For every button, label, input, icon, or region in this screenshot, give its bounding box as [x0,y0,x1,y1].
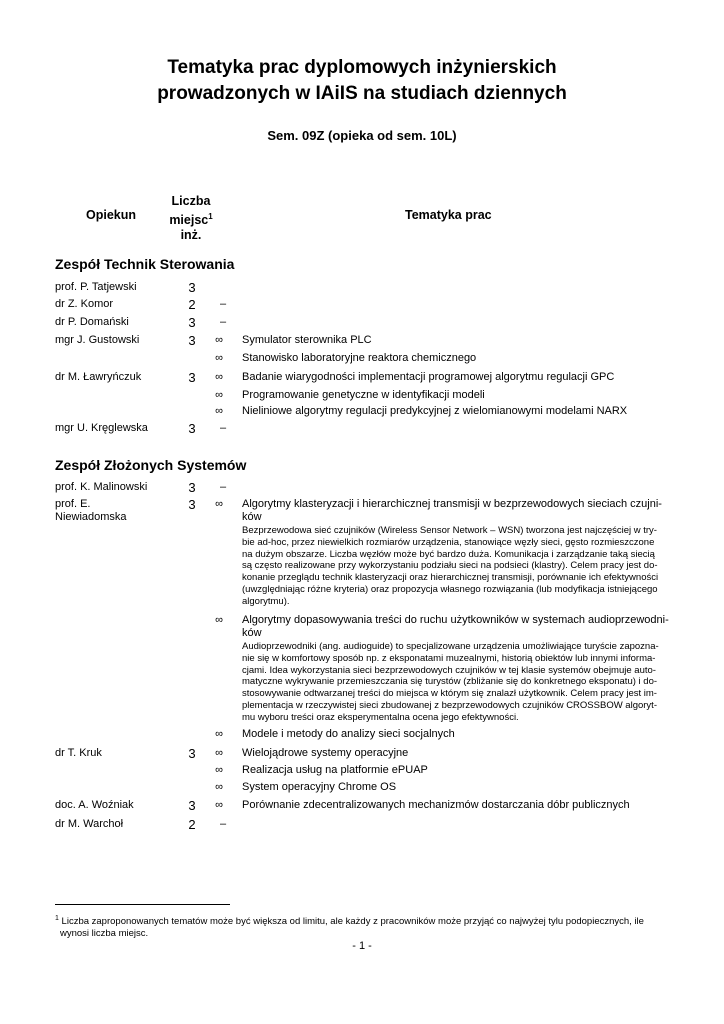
header-tematyka: Tematyka prac [405,208,492,222]
footnote-line1: Liczba zaproponowanych tematów może być większa od limitu, ale każdy z pracowników może przyjąć co najwyżej tylu podopiecznych, ile [61,916,644,928]
desc-line: algorytmu). [242,595,290,607]
topic-text [242,498,680,524]
footnote-divider [55,904,230,905]
page-title-line2: prowadzonych w IAiIS na studiach dziennych [157,83,567,104]
desc-line: plementacja w rzeczywistej sieci zbudowanej z bezprzewodowych czujników CROSSBOW algoryt- [242,699,657,711]
desc-line: konanie przeglądu technik klasteryzacji oraz hierarchicznej transmisji, porównanie ich efektywności [242,572,659,584]
header-liczba-line3: inż. [180,228,202,243]
places-count: 3 [188,497,196,512]
header-opiekun: Opiekun [86,208,137,222]
no-topics-dash: – [220,316,227,328]
supervisor-name: prof. P. Tatjewski [55,281,137,293]
topic-text [242,614,680,640]
infinity-bullet-icon: ∞ [215,352,223,364]
places-count: 2 [188,297,196,312]
topic-description [242,525,679,608]
desc-line: mu wyboru treści oraz eksperymentalna ocena jego efektywności. [242,711,519,723]
places-count: 3 [188,370,196,385]
infinity-bullet-icon: ∞ [215,781,223,793]
places-count: 3 [188,746,196,761]
infinity-bullet-icon: ∞ [215,764,223,776]
section-title-zlozonych-systemow: Zespół Złożonych Systemów [55,457,247,473]
places-count: 2 [188,817,196,832]
infinity-bullet-icon: ∞ [215,389,223,401]
topic-text: Stanowisko laboratoryjne reaktora chemicznego [242,352,477,364]
page-title-line1: Tematyka prac dyplomowych inżynierskich [167,57,557,78]
supervisor-name-line1: prof. E. [55,498,91,510]
desc-line: Bezprzewodowa sieć czujników (Wireless Sensor Network – WSN) tworzona jest najczęściej w try- [242,525,657,536]
footnote-ref: 1 [208,212,213,221]
desc-line: stosowywanie odtwarzanej treści do miejsca w którym się znalazł użytkownik. Celem pracy jest im- [242,688,657,700]
topic-text: Nieliniowe algorytmy regulacji predykcyjnej z wielomianowymi modelami NARX [242,405,628,417]
desc-line: bie ad-hoc, przez niewielkich rozmiarów urządzenia, stanowiące węzły sieci, gęsto rozmieszczone [242,536,655,548]
infinity-bullet-icon: ∞ [215,371,223,383]
supervisor-name: prof. K. Malinowski [55,481,148,493]
header-liczba-line2: miejsc$^1$ [169,212,213,228]
footnote [55,913,680,940]
places-count: 3 [188,421,196,436]
infinity-bullet-icon: ∞ [215,728,223,740]
no-topics-dash: – [220,481,227,493]
semester-subtitle: Sem. 09Z (opieka od sem. 10L) [267,128,457,143]
page-title [0,55,724,107]
supervisor-name: doc. A. Woźniak [55,799,134,811]
infinity-bullet-icon: ∞ [215,747,223,759]
section-title-technik-sterowania: Zespół Technik Sterowania [55,256,235,272]
places-count: 3 [188,315,196,330]
places-count: 3 [188,280,196,295]
no-topics-dash: – [220,818,227,830]
infinity-bullet-icon: ∞ [215,614,223,626]
topic-text: System operacyjny Chrome OS [242,781,397,793]
topic-text-line2: ków [242,511,262,523]
places-count: 3 [188,333,196,348]
supervisor-name: dr M. Ławryńczuk [55,371,142,383]
supervisor-name-line2: Niewiadomska [55,511,127,523]
supervisor-name [55,498,173,524]
desc-line: są często realizowane przy wykorzystaniu podziału sieci na podsieci (klastry). Celem pracy jest do- [242,560,658,572]
places-count: 3 [188,798,196,813]
topic-description [242,641,679,724]
infinity-bullet-icon: ∞ [215,334,223,346]
no-topics-dash: – [220,422,227,434]
footnote-line2: wynosi liczba miejsc. [60,928,149,940]
supervisor-name: dr P. Domański [55,316,129,328]
topic-text-line2: ków [242,627,262,639]
desc-line: (uwzględniając różne kryteria) oraz propozycja własnego rozwiązania (lub modyfikacja istniejącego [242,583,658,595]
infinity-bullet-icon: ∞ [215,405,223,417]
no-topics-dash: – [220,298,227,310]
desc-line: cjami. Idea wykorzystania sieci bezprzewodowych czujników w tej klasie systemów obejmuje auto- [242,664,656,676]
supervisor-name: mgr U. Kręglewska [55,422,148,434]
places-count: 3 [188,480,196,495]
infinity-bullet-icon: ∞ [215,799,223,811]
supervisor-name: dr T. Kruk [55,747,102,759]
topic-text: Badanie wiarygodności implementacji programowej algorytmu regulacji GPC [242,371,615,383]
topic-text-line1: Algorytmy klasteryzacji i hierarchicznej transmisji w bezprzewodowych sieciach czujni- [242,498,662,510]
supervisor-name: dr Z. Komor [55,298,114,310]
footnote-mark: 1 [55,915,59,922]
topic-text: Realizacja usług na platformie ePUAP [242,764,428,776]
topic-text-line1: Algorytmy dopasowywania treści do ruchu użytkowników w systemach audioprzewodni- [242,614,669,626]
desc-line: na dużym obszarze. Liczba węzłów może być bardzo duża. Komunikacja i zarządzanie taką siecią [242,548,655,560]
topic-text: Wielojądrowe systemy operacyjne [242,747,409,759]
infinity-bullet-icon: ∞ [215,498,223,510]
header-liczba [160,194,222,243]
supervisor-name: dr M. Warchoł [55,818,124,830]
topic-text: Symulator sterownika PLC [242,334,372,346]
desc-line: matyczne wykrywanie przemieszczania się turystów (zbliżanie się do konkretnego eksponatu) i do- [242,676,658,688]
topic-text: Programowanie genetyczne w identyfikacji modeli [242,389,485,401]
page-number: - 1 - [352,940,372,952]
desc-line: Audioprzewodniki (ang. audioguide) to specjalizowane urządzenia umożliwiające turyście zapozna- [242,641,659,652]
header-liczba-line1: Liczba [171,194,211,208]
desc-line: nie się w komfortowy sposób np. z eksponatami muzealnymi, historią obiektów lub innymi informa- [242,652,656,664]
supervisor-name: mgr J. Gustowski [55,334,140,346]
topic-text: Modele i metody do analizy sieci socjalnych [242,728,455,740]
topic-text: Porównanie zdecentralizowanych mechanizmów dostarczania dóbr publicznych [242,799,630,811]
